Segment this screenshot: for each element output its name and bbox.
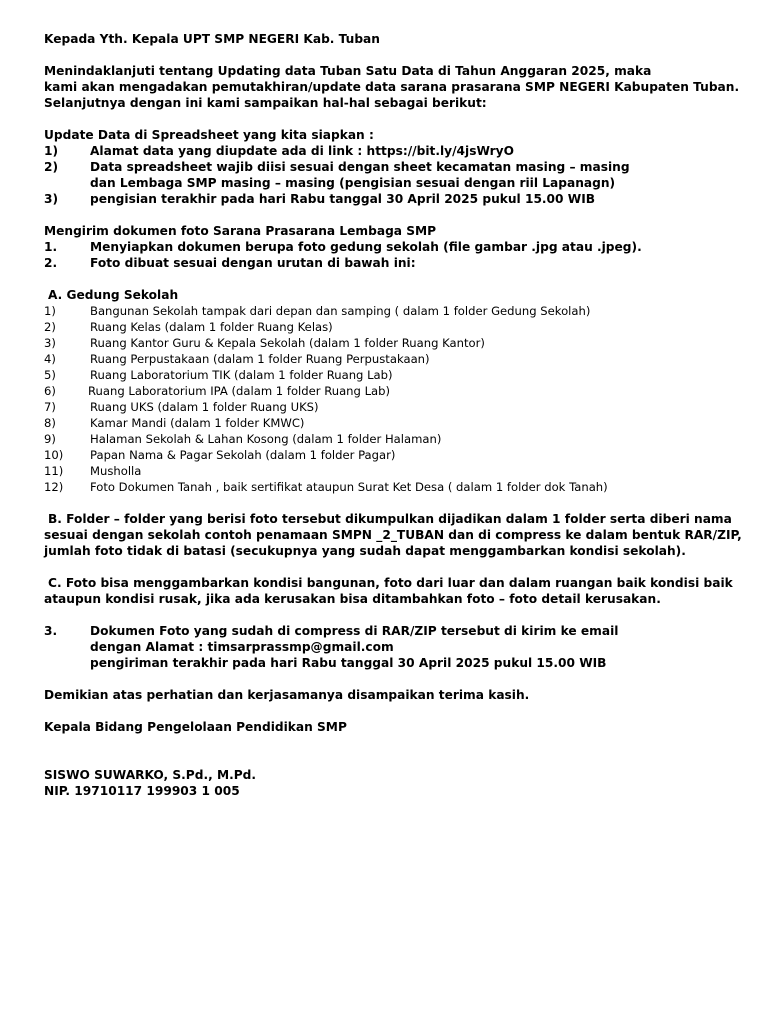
intro-line-3: Selanjutnya dengan ini kami sampaikan hal-hal sebagai berikut:: [44, 96, 487, 110]
item-number: 12): [44, 480, 64, 494]
section-a-item: [44, 367, 393, 383]
item-text: Ruang Kelas (dalam 1 folder Ruang Kelas): [90, 320, 333, 334]
section-a-item: [44, 399, 319, 415]
item-text: Foto Dokumen Tanah , baik sertifikat ataupun Surat Ket Desa ( dalam 1 folder dok Tanah): [90, 480, 608, 494]
item-number: 1.: [44, 240, 58, 254]
item-text: Halaman Sekolah & Lahan Kosong (dalam 1 folder Halaman): [90, 432, 442, 446]
section-a-item: [44, 431, 441, 447]
item-text: pengisian terakhir pada hari Rabu tanggal 30 April 2025 pukul 15.00 WIB: [90, 192, 596, 206]
photos-item-1: [44, 239, 642, 255]
photos-item-2: [44, 255, 416, 271]
item-text: Dokumen Foto yang sudah di compress di RAR/ZIP tersebut di kirim ke email: [90, 624, 619, 638]
item-text: Papan Nama & Pagar Sekolah (dalam 1 folder Pagar): [90, 448, 396, 462]
signoff-title: Kepala Bidang Pengelolaan Pendidikan SMP: [44, 720, 347, 734]
item-text: Musholla: [90, 464, 142, 478]
section-b-line-1: B. Folder – folder yang berisi foto tersebut dikumpulkan dijadikan dalam 1 folder serta diberi nama: [48, 512, 732, 526]
item-text: Ruang Laboratorium IPA (dalam 1 folder Ruang Lab): [88, 384, 391, 398]
section-a-item: [44, 303, 590, 319]
item-text: Menyiapkan dokumen berupa foto gedung sekolah (file gambar .jpg atau .jpeg).: [90, 240, 642, 254]
section-c-line-1: C. Foto bisa menggambarkan kondisi bangunan, foto dari luar dan dalam ruangan baik kondisi baik: [48, 576, 733, 590]
section-a-item: [44, 447, 395, 463]
item-text: Kamar Mandi (dalam 1 folder KMWC): [90, 416, 305, 430]
item-number: 10): [44, 448, 64, 462]
item-number: 7): [44, 400, 56, 414]
spreadsheet-item-2-cont: dan Lembaga SMP masing – masing (pengisian sesuai dengan riil Lapanagn): [90, 176, 616, 190]
item-number: 3): [44, 192, 59, 206]
item-text: Foto dibuat sesuai dengan urutan di bawah ini:: [90, 256, 416, 270]
item-3-line-1: [44, 623, 618, 639]
signer-nip: NIP. 19710117 199903 1 005: [44, 784, 240, 798]
item-number: 2): [44, 160, 59, 174]
closing-line: Demikian atas perhatian dan kerjasamanya disampaikan terima kasih.: [44, 688, 530, 702]
item-number: 11): [44, 464, 64, 478]
spreadsheet-heading: Update Data di Spreadsheet yang kita siapkan :: [44, 128, 374, 142]
item-number: 2.: [44, 256, 58, 270]
item-number: 9): [44, 432, 56, 446]
section-a-item: [44, 479, 608, 495]
spreadsheet-item-3: [44, 191, 595, 207]
item-3-email-line: dengan Alamat : timsarprassmp@gmail.com: [90, 640, 394, 654]
section-a-item: [44, 351, 430, 367]
item-text: Ruang Kantor Guru & Kepala Sekolah (dalam 1 folder Ruang Kantor): [90, 336, 485, 350]
item-number: 5): [44, 368, 56, 382]
section-a-item: [44, 335, 485, 351]
item-text: Bangunan Sekolah tampak dari depan dan samping ( dalam 1 folder Gedung Sekolah): [90, 304, 591, 318]
section-b-line-2: sesuai dengan sekolah contoh penamaan SMPN _2_TUBAN dan di compress ke dalam bentuk RAR/ZIP,: [44, 528, 742, 542]
section-a-item: [44, 383, 390, 399]
item-number: 8): [44, 416, 56, 430]
section-a-item: [44, 319, 333, 335]
item-number: 2): [44, 320, 56, 334]
intro-line-1: Menindaklanjuti tentang Updating data Tuban Satu Data di Tahun Anggaran 2025, maka: [44, 64, 652, 78]
item-number: 1): [44, 144, 59, 158]
recipient-line: Kepada Yth. Kepala UPT SMP NEGERI Kab. Tuban: [44, 32, 380, 46]
item-text: Ruang Laboratorium TIK (dalam 1 folder Ruang Lab): [90, 368, 393, 382]
item-3-deadline-line: pengiriman terakhir pada hari Rabu tanggal 30 April 2025 pukul 15.00 WIB: [90, 656, 607, 670]
item-number: 4): [44, 352, 56, 366]
item-text: Ruang UKS (dalam 1 folder Ruang UKS): [90, 400, 319, 414]
section-a-item: [44, 415, 304, 431]
item-number: 3): [44, 336, 56, 350]
item-number: 6): [44, 384, 56, 398]
photos-heading: Mengirim dokumen foto Sarana Prasarana Lembaga SMP: [44, 224, 437, 238]
section-a-item: [44, 463, 141, 479]
section-b-line-3: jumlah foto tidak di batasi (secukupnya yang sudah dapat menggambarkan kondisi sekolah).: [44, 544, 686, 558]
signer-name: SISWO SUWARKO, S.Pd., M.Pd.: [44, 768, 256, 782]
item-number: 1): [44, 304, 56, 318]
intro-line-2: kami akan mengadakan pemutakhiran/update data sarana prasarana SMP NEGERI Kabupaten Tuban.: [44, 80, 740, 94]
item-text: Ruang Perpustakaan (dalam 1 folder Ruang Perpustakaan): [90, 352, 430, 366]
item-text: Data spreadsheet wajib diisi sesuai dengan sheet kecamatan masing – masing: [90, 160, 630, 174]
section-c-line-2: ataupun kondisi rusak, jika ada kerusakan bisa ditambahkan foto – foto detail kerusakan.: [44, 592, 661, 606]
spreadsheet-item-2: [44, 159, 630, 175]
item-text: Alamat data yang diupdate ada di link : https://bit.ly/4jsWryO: [90, 144, 514, 158]
item-number: 3.: [44, 624, 58, 638]
section-a-heading: A. Gedung Sekolah: [48, 288, 179, 302]
spreadsheet-item-1: [44, 143, 514, 159]
